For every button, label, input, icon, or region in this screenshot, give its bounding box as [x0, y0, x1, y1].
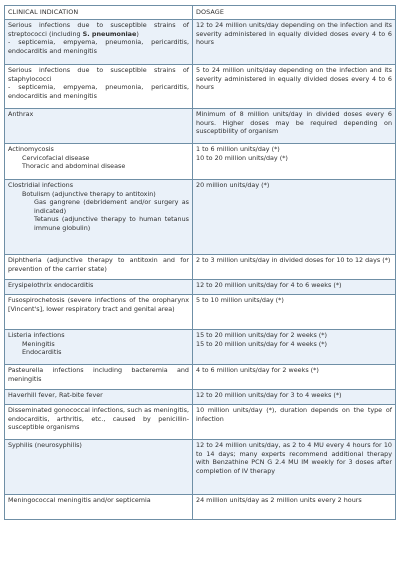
dosage-cell: 5 to 24 million units/day depending on the infection and its severity administered in equally divided doses every 4 to 6 hours [193, 64, 396, 108]
dosage-cell: 4 to 6 million units/day for 2 weeks (*) [193, 364, 396, 389]
indication-cell [5, 329, 193, 364]
dosage-line: 10 to 20 million units/day (*) [196, 153, 288, 162]
indication-cell: Haverhill fever, Rat-bite fever [5, 389, 193, 404]
dosage-cell: 20 million units/day (*) [193, 179, 396, 254]
indication-subtext: - septicemia, empyema, pneumonia, pericarditis, endocarditis and meningitis [8, 38, 189, 55]
table-row [5, 329, 396, 364]
dosage-cell: 24 million units/day as 2 million units every 2 hours [193, 494, 396, 519]
indication-cell: Diphtheria (adjunctive therapy to antitoxin and for prevention of the carrier state) [5, 254, 193, 279]
dosage-line: 15 to 20 million units/day for 2 weeks (*) [196, 331, 327, 339]
header-clinical-indication: CLINICAL INDICATION [5, 6, 193, 20]
dosage-table [4, 5, 396, 520]
indication-cell [5, 19, 193, 64]
table-row [5, 108, 396, 143]
indication-cell: Syphilis (neurosyphilis) [5, 439, 193, 494]
indication-item: Endocarditis [22, 348, 62, 357]
indication-cell [5, 143, 193, 179]
table-row [5, 64, 396, 108]
dosage-cell: Minimum of 8 million units/day in divided doses every 6 hours. Higher doses may be required depending on susceptibility of organism [193, 108, 396, 143]
dosage-line: 1 to 6 million units/day (*) [196, 145, 280, 153]
dosage-cell: 12 to 24 million units/day depending on the infection and its severity administered in equally divided doses every 4 to 6 hours [193, 19, 396, 64]
indication-text: Serious infections due to susceptible strains of streptococci (including [8, 21, 189, 38]
table-row [5, 439, 396, 494]
table-row [5, 143, 396, 179]
table-row [5, 279, 396, 294]
indication-item: Gas gangrene (debridement and/or surgery as indicated) [34, 198, 189, 215]
table-row [5, 404, 396, 439]
dosage-cell: 5 to 10 million units/day (*) [193, 294, 396, 329]
indication-text: Actinomycosis [8, 145, 54, 153]
dosage-cell: 12 to 24 million units/day, as 2 to 4 MU every 4 hours for 10 to 14 days; many experts recommend additional therapy with Benzathine PCN G 2.4 MU IM weekly for 3 doses after completion of IV therapy [193, 439, 396, 494]
dosage-cell: 12 to 20 million units/day for 4 to 6 weeks (*) [193, 279, 396, 294]
dosage-cell [193, 143, 396, 179]
indication-text: ) [136, 29, 139, 38]
header-dosage: DOSAGE [193, 6, 396, 20]
table-row [5, 364, 396, 389]
indication-text: Listeria infections [8, 331, 65, 339]
indication-item: Botulism (adjunctive therapy to antitoxin) [22, 189, 156, 198]
indication-cell: Anthrax [5, 108, 193, 143]
indication-cell: Pasteurella infections including bacteremia and meningitis [5, 364, 193, 389]
indication-cell: Erysipelothrix endocarditis [5, 279, 193, 294]
indication-cell: Fusospirochetosis (severe infections of the oropharynx [Vincent's], lower respiratory tract and genital area) [5, 294, 193, 329]
indication-text: Clostridial infections [8, 181, 74, 189]
indication-item: Cervicofacial disease [22, 153, 90, 162]
indication-cell [5, 179, 193, 254]
table-row [5, 179, 396, 254]
table-row [5, 19, 396, 64]
table-row [5, 494, 396, 519]
table-row [5, 294, 396, 329]
dosage-line: 15 to 20 million units/day for 4 weeks (*) [196, 339, 327, 348]
indication-text: Serious infections due to susceptible strains of staphylococci [8, 66, 189, 83]
indication-cell [5, 64, 193, 108]
dosage-cell: 10 million units/day (*), duration depends on the type of infection [193, 404, 396, 439]
table-row [5, 254, 396, 279]
indication-cell: Disseminated gonococcal infections, such as meningitis, endocarditis, arthritis, etc., caused by penicillin-susceptible organisms [5, 404, 193, 439]
indication-item: Meningitis [22, 339, 55, 348]
organism-name: S. pneumoniae [82, 29, 137, 38]
dosage-cell [193, 329, 396, 364]
indication-item: Thoracic and abdominal disease [22, 162, 126, 171]
dosage-cell: 12 to 20 million units/day for 3 to 4 weeks (*) [193, 389, 396, 404]
table-row [5, 389, 396, 404]
indication-item: Tetanus (adjunctive therapy to human tetanus immune globulin) [34, 215, 189, 232]
dosage-cell: 2 to 3 million units/day in divided doses for 10 to 12 days (*) [193, 254, 396, 279]
indication-subtext: - septicemia, empyema, pneumonia, pericarditis, endocarditis and meningitis [8, 83, 189, 100]
indication-cell: Meningococcal meningitis and/or septicemia [5, 494, 193, 519]
table-header-row [5, 6, 396, 20]
